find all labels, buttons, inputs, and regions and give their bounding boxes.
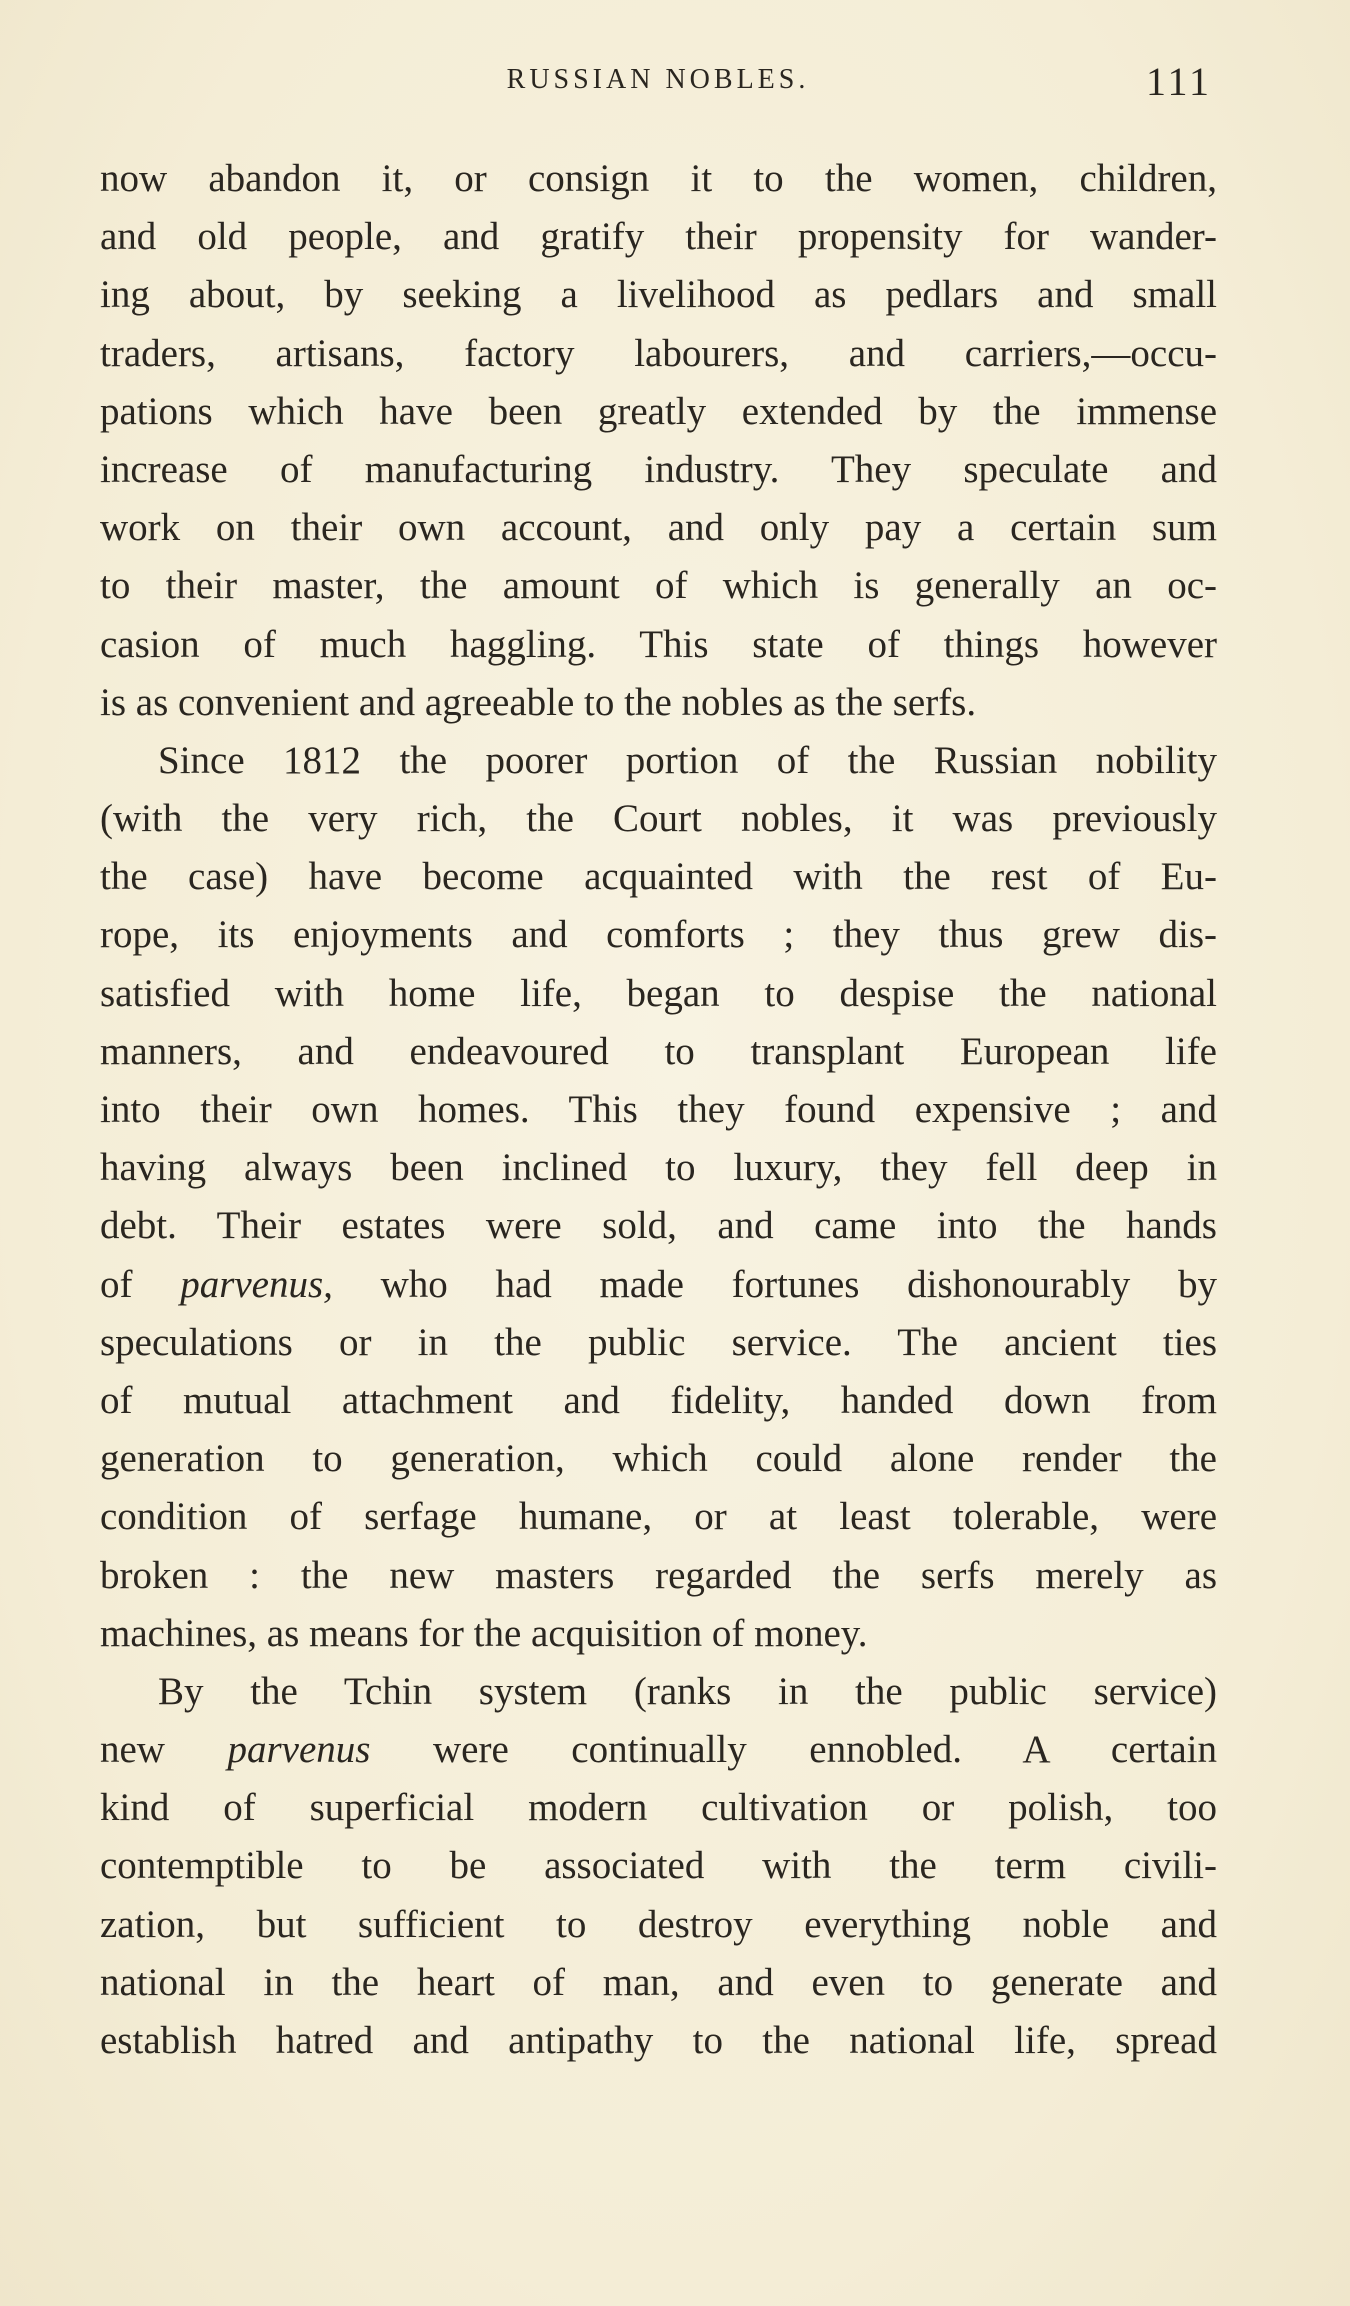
body-text — [100, 150, 1217, 2070]
text-line: speculations or in the public service. The ancient ties — [100, 1320, 1217, 1364]
paragraph-start-line: By the Tchin system (ranks in the public service) — [158, 1669, 1217, 1713]
text-line: is as convenient and agreeable to the nobles as the serfs. — [100, 680, 977, 724]
text-line: national in the heart of man, and even to generate and — [100, 1960, 1217, 2004]
text-line: contemptible to be associated with the term civili- — [100, 1844, 1217, 1888]
text-line: rope, its enjoyments and comforts ; they thus grew dis- — [100, 913, 1217, 957]
text-line: ing about, by seeking a livelihood as pedlars and small — [100, 273, 1217, 317]
text-line: to their master, the amount of which is generally an oc- — [100, 564, 1217, 608]
text-line: manners, and endeavoured to transplant European life — [100, 1029, 1217, 1073]
italic-term: parvenus, — [180, 1262, 333, 1306]
text-line: (with the very rich, the Court nobles, it was previously — [100, 797, 1217, 841]
text-line: pations which have been greatly extended by the immense — [100, 389, 1217, 433]
text-line: increase of manufacturing industry. They speculate and — [100, 447, 1217, 491]
text-line: into their own homes. This they found expensive ; and — [100, 1088, 1217, 1131]
text-segment: of — [100, 1262, 181, 1306]
text-segment: new — [100, 1728, 228, 1772]
text-line: generation to generation, which could alone render the — [100, 1437, 1217, 1481]
text-line: establish hatred and antipathy to the national life, spread — [100, 2019, 1217, 2062]
paragraph-start-line: Since 1812 the poorer portion of the Russian nobility — [158, 738, 1217, 782]
text-line: of mutual attachment and fidelity, handed down from — [100, 1378, 1217, 1422]
text-line: having always been inclined to luxury, they fell deep in — [100, 1146, 1217, 1190]
text-segment: were continually ennobled. A certain — [370, 1728, 1217, 1772]
italic-term: parvenus — [227, 1728, 371, 1772]
text-line: condition of serfage humane, or at least tolerable, were — [100, 1495, 1217, 1539]
text-line: broken : the new masters regarded the serfs merely as — [100, 1553, 1217, 1597]
text-line: satisfied with home life, began to despise the national — [100, 971, 1217, 1015]
text-line: now abandon it, or consign it to the women, children, — [100, 157, 1217, 200]
text-line: debt. Their estates were sold, and came into the hands — [100, 1204, 1217, 1248]
text-line: machines, as means for the acquisition of money. — [100, 1611, 868, 1655]
text-segment: who had made fortunes dishonourably by — [332, 1262, 1217, 1306]
page-number: 111 — [1145, 59, 1212, 104]
text-line: kind of superficial modern cultivation or polish, too — [100, 1786, 1217, 1830]
text-line: traders, artisans, factory labourers, and carriers,—occu- — [100, 331, 1217, 375]
text-line: and old people, and gratify their propensity for wander- — [100, 215, 1217, 259]
text-line: casion of much haggling. This state of things however — [100, 622, 1217, 666]
text-line: work on their own account, and only pay a certain sum — [100, 506, 1217, 550]
text-line-italic — [100, 1256, 1217, 1314]
text-line: the case) have become acquainted with the rest of Eu- — [100, 855, 1217, 899]
running-title: RUSSIAN NOBLES. — [506, 64, 810, 95]
running-head — [98, 58, 1218, 108]
text-line-italic — [100, 1721, 1217, 1779]
text-line: zation, but sufficient to destroy everything noble and — [100, 1902, 1217, 1946]
